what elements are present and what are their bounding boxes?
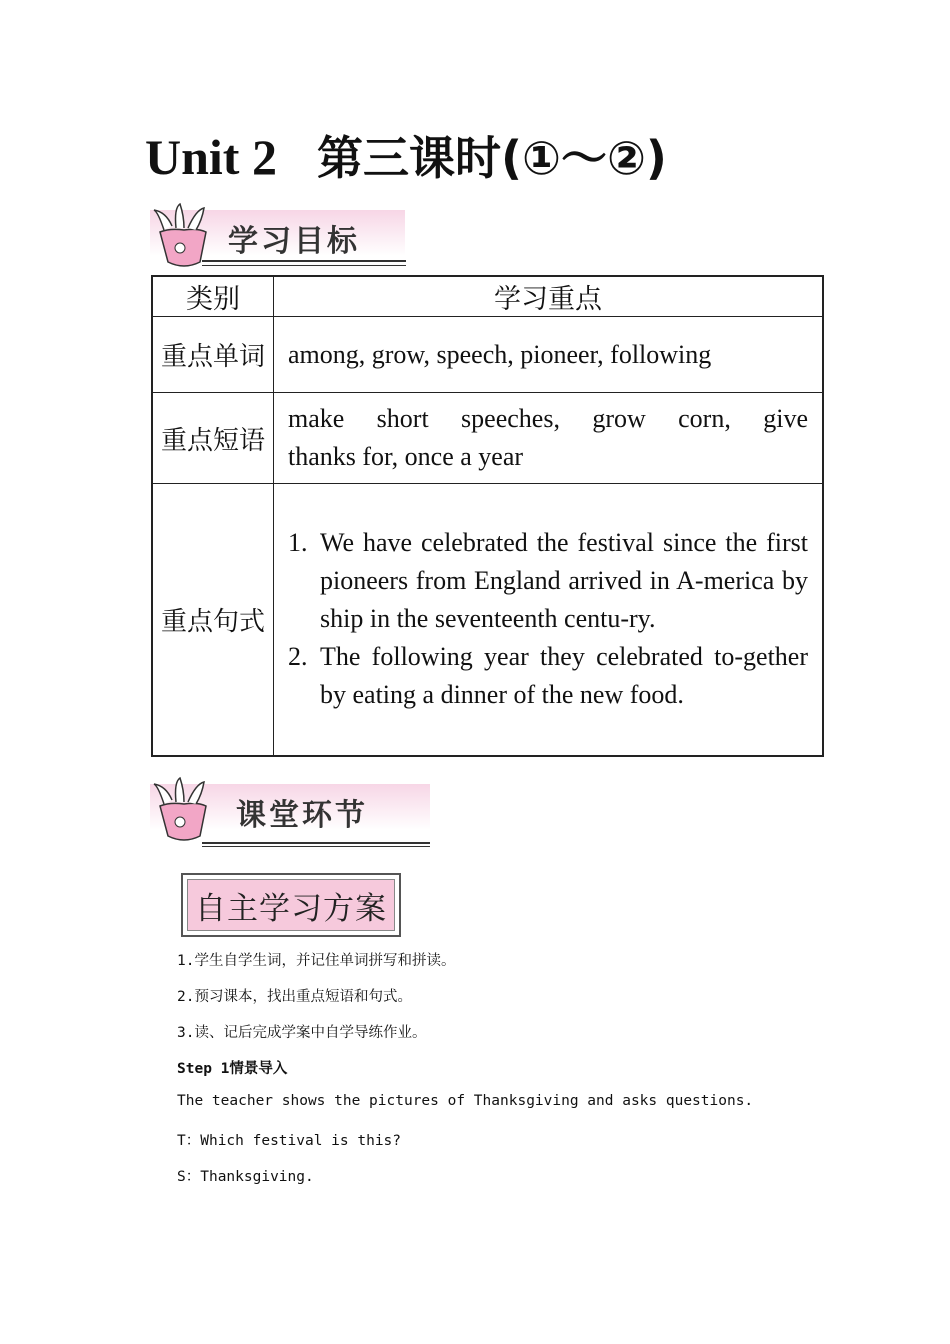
row-content (274, 484, 824, 756)
body-line: 1.学生自学生词，并记住单词拼写和拼读。 (177, 953, 456, 969)
phrase-line: thanks for, once a year (288, 442, 524, 471)
row-content: among, grow, speech, pioneer, following (274, 317, 824, 393)
row-category: 重点短语 (152, 393, 274, 484)
row-category: 重点句式 (152, 484, 274, 756)
study-plan-heading (181, 873, 401, 937)
lesson-label: 第三课时(①～②) (316, 131, 667, 185)
table-header-row (152, 276, 823, 317)
phrase-line: make short speeches, grow corn, give (288, 404, 808, 433)
table-row (152, 317, 823, 393)
list-item (288, 638, 808, 714)
item-text: The following year they celebrated to-gether by eating a dinner of the new food. (320, 642, 808, 710)
dialogue-line: S：Thanksgiving. (177, 1169, 314, 1185)
step-heading: Step 1情景导入 (177, 1061, 288, 1077)
study-plan-label: 自主学习方案 (187, 879, 395, 931)
page-title (145, 122, 667, 188)
body-line: 2.预习课本，找出重点短语和句式。 (177, 989, 412, 1005)
list-item (288, 524, 808, 638)
section-banner-goals (150, 202, 408, 272)
header-focus: 学习重点 (274, 276, 824, 317)
body-line: The teacher shows the pictures of Thanksgiving and asks questions. (177, 1093, 754, 1109)
sentence-list (288, 524, 808, 714)
table-row (152, 393, 823, 484)
header-category: 类别 (152, 276, 274, 317)
body-line: 3.读、记后完成学案中自学导练作业。 (177, 1025, 427, 1041)
dialogue-line: T：Which festival is this? (177, 1133, 402, 1149)
section-label: 学习目标 (228, 224, 360, 259)
row-category: 重点单词 (152, 317, 274, 393)
flower-vase-icon (150, 776, 214, 844)
item-number: 1. (288, 528, 308, 558)
row-content (274, 393, 824, 484)
item-number: 2. (288, 642, 308, 672)
goals-table (151, 275, 824, 757)
table-row (152, 484, 823, 756)
unit-label: Unit 2 (145, 129, 277, 185)
section-label: 课堂环节 (236, 798, 368, 833)
section-banner-class (150, 776, 432, 846)
item-text: We have celebrated the festival since the first pioneers from England arrived in A-merica by ship in the seventeenth centu-ry. (320, 528, 808, 634)
